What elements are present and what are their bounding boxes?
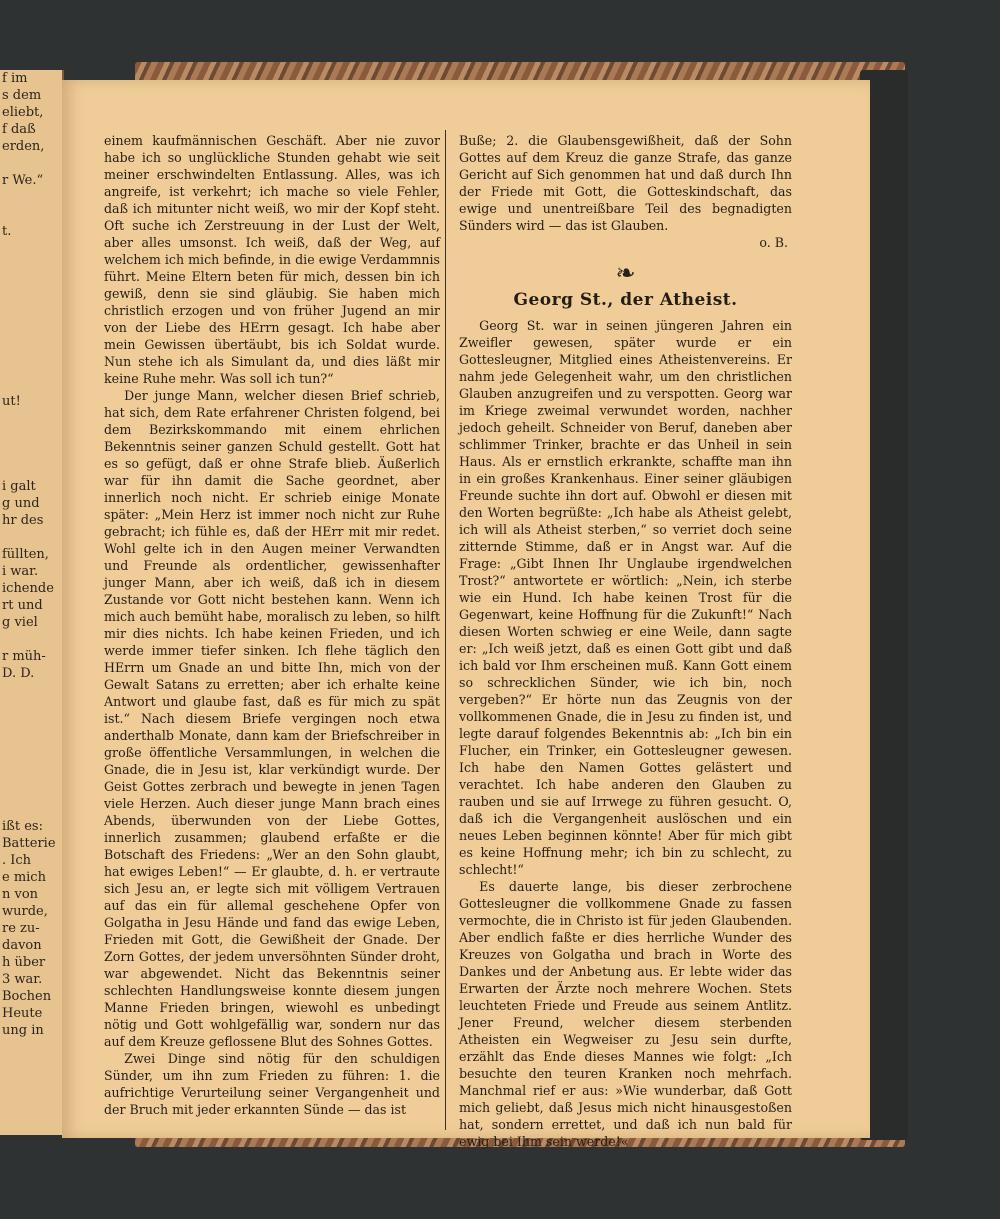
previous-page-line: erden, — [2, 139, 45, 154]
previous-page-line — [0, 308, 62, 325]
previous-page-line: ichende — [2, 581, 54, 596]
previous-page-line: h über — [2, 955, 46, 970]
article-paragraph-1: Georg St. war in seinen jüngeren Jahren ein Zweifler gewesen, später wurde er ein Gottesleugner, Mitglied eines Atheistenvereins. Er nahm jede Gelegenheit wahr, um den christlichen Glauben anzugreifen und zu verspotten. Georg war im Kriege zweimal verwundet worden, nachher jedoch geheilt. Schneider von Beruf, daneben aber schlimmer Trinker, brachte er das Unheil in sein Haus. Als er ernstlich erkrankte, schaffte man ihn in ein großes Krankenhaus. Einer seiner gläubigen Freunde suchte ihn dort auf. Obwohl er diesen mit den Worten begrüßte: „Ich habe als Atheist gelebt, ich will als Atheist sterben,“ so verriet doch seine zitternde Stimme, daß er in Angst war. Auf die Frage: „Gibt Ihnen Ihr Unglaube irgendwelchen Trost?“ antwortete er wörtlich: „Nein, ich sterbe wie ein Hund. Ich habe keinen Trost für die Gegenwart, keine Hoffnung für die Zukunft!“ Nach diesen Worten schwieg er eine Weile, dann sagte er: „Ich weiß jetzt, daß es einen Gott gibt und daß ich bald vor Ihm erscheinen muß. Kann Gott einem so schrecklichen Sünder, wie ich bin, noch vergeben?“ Er hörte nun das Zeugnis von der vollkommenen Gnade, die in Jesu zu finden ist, und legte darauf folgendes Bekenntnis ab: „Ich bin ein Flucher, ein Trinker, ein Gottesleugner gewesen. Ich habe den Namen Gottes gelästert und verachtet. Ich habe anderen den Glauben zu rauben und sie auf Irrwege zu führen gesucht. O, daß ich die Vergangenheit auslöschen und ein neues Leben beginnen könnte! Aber für mich gibt es keine Hoffnung mehr; ich bin zu schlecht, zu schlecht!“ — [459, 318, 792, 877]
previous-page-line — [0, 733, 62, 750]
previous-page-line — [0, 682, 62, 699]
previous-page-line: davon — [2, 938, 42, 953]
previous-page-line — [0, 427, 62, 444]
previous-page-line — [0, 325, 62, 342]
previous-page-line: e mich — [2, 870, 46, 885]
previous-page-line: re zu- — [2, 921, 40, 936]
previous-page-line — [0, 784, 62, 801]
previous-page-line: hr des — [2, 513, 44, 528]
previous-page-line — [0, 444, 62, 461]
previous-page-line: eliebt, — [2, 105, 44, 120]
ornament-icon: ❧ — [615, 259, 636, 287]
previous-page-line: . Ich — [2, 853, 32, 868]
signature: o. B. — [759, 235, 788, 250]
previous-page-line — [0, 206, 62, 223]
article-paragraph-2: Es dauerte lange, bis dieser zerbrochene Gottesleugner die vollkommene Gnade zu fassen vermochte, die in Christo ist für jeden Glaubenden. Aber endlich faßte er dies herrliche Wunder des Kreuzes von Golgatha und brach in Worte des Dankes und der Anbetung aus. Er lebte wider das Erwarten der Ärzte noch mehrere Wochen. Stets leuchteten Friede und Freude aus seinem Antlitz. Jener Freund, welcher diesem sterbenden Atheisten ein Wegweiser zu Jesu sein durfte, erzählt das Ende dieses Mannes wie folgt: „Ich besuchte den teuren Kranken noch mehrfach. Manchmal rief er aus: »Wie wunderbar, daß Gott mich geliebt, daß Jesus mich nicht hinausgestoßen hat, sondern errettet, und daß ich nun bald für ewig bei Ihm sein werde!« — [459, 879, 792, 1149]
previous-page-line — [0, 529, 62, 546]
previous-page-line: f daß — [2, 122, 36, 137]
book-page — [62, 80, 870, 1149]
right-column — [459, 132, 792, 1150]
previous-page-line: rt und — [2, 598, 43, 613]
left-paragraph-3: Zwei Dinge sind nötig für den schuldigen Sünder, um ihn zum Frieden zu führen: 1. die aufrichtige Verurteilung seiner Vergangenheit und der Bruch mit jeder erkannten Sünde — das ist — [104, 1051, 440, 1117]
previous-page-line: Bochen — [2, 989, 52, 1004]
previous-page-line — [0, 801, 62, 818]
previous-page-line — [0, 716, 62, 733]
previous-page-line: n von — [2, 887, 39, 902]
previous-page-line — [0, 359, 62, 376]
previous-page-line — [0, 750, 62, 767]
previous-page-strip — [0, 70, 64, 1135]
previous-page-line: t. — [2, 224, 12, 239]
right-intro-paragraph: Buße; 2. die Glaubensgewißheit, daß der Sohn Gottes auf dem Kreuz die ganze Strafe, das ganze Gericht auf Sich genommen hat und daß durch Ihn der Friede mit Gott, die Gotteskindschaft, das ewige und unentreißbare Teil des begnadigten Sünders wird — das ist Glauben. — [459, 133, 792, 233]
previous-page-line — [0, 699, 62, 716]
previous-page-line: Heute — [2, 1006, 43, 1021]
previous-page-line — [0, 189, 62, 206]
previous-page-line: r müh- — [2, 649, 46, 664]
previous-page-line: ung in — [2, 1023, 44, 1038]
left-paragraph-2: Der junge Mann, welcher diesen Brief schrieb, hat sich, dem Rate erfahrener Christen folgend, bei dem Bezirkskommando mit einem ehrlichen Bekenntnis seiner ganzen Schuld gestellt. Gott hat es so gefügt, daß er ohne Strafe blieb. Äußerlich war für ihn damit die Sache geordnet, aber innerlich noch nicht. Er schrieb einige Monate später: „Mein Herz ist immer noch nicht zur Ruhe gebracht; ich fühle es, daß der HErr mit mir redet. Wohl gelte ich in den Augen meiner Verwandten und Freunde als ordentlicher, gewissenhafter junger Mann, aber ich weiß, daß ich in diesem Zustande vor Gott nicht bestehen kann. Wenn ich mich auch bemüht habe, moralisch zu leben, so hilft mir dies nichts. Ich habe keinen Frieden, und ich werde immer tiefer sinken. Ich flehe täglich den HErrn um Gnade an und bitte Ihn, mich von der Gewalt Satans zu erretten; aber ich erhalte keine Antwort und glaube fast, daß es für mich zu spät ist.“ Nach diesem Briefe vergingen noch etwa anderthalb Monate, dann kam der Briefschreiber in große öffentliche Versammlungen, in welchen die Gnade, die in Jesu ist, klar verkündigt wurde. Der Geist Gottes zerbrach und bewegte in jenen Tagen viele Herzen. Auch dieser junge Mann brach eines Abends, überwunden von der Liebe Gottes, innerlich zusammen; glaubend erfaßte er die Botschaft des Friedens: „Wer an den Sohn glaubt, hat ewiges Leben!“ — Er glaubte, d. h. er vertraute sich Jesu an, er legte sich mit völligem Vertrauen auf das ein für allemal geschehene Opfer von Golgatha in Jesu Hände und fand das ewige Leben, Frieden mit Gott, die Gewißheit der Gnade. Der Zorn Gottes, der jedem unversöhnten Sünder droht, war abgewendet. Nicht das Bekenntnis seiner schlechten Handlungsweise konnte diesem jungen Manne Frieden bringen, wiewohl es unbedingt nötig und Gott wohlgefällig war, sondern nur das auf dem Kreuze geflossene Blut des Sohnes Gottes. — [104, 388, 440, 1049]
previous-page-line: D. D. — [2, 666, 35, 681]
left-column — [104, 132, 440, 1118]
previous-page-line — [0, 257, 62, 274]
previous-page-line: g viel — [2, 615, 38, 630]
previous-page-line: Batterie — [2, 836, 56, 851]
previous-page-line: wurde, — [2, 904, 48, 919]
previous-page-line — [0, 342, 62, 359]
previous-page-line: s dem — [2, 88, 42, 103]
previous-page-line: 3 war. — [2, 972, 43, 987]
previous-page-line — [0, 410, 62, 427]
previous-page-line: ut! — [2, 394, 21, 409]
previous-page-line — [0, 291, 62, 308]
previous-page-line: g und — [2, 496, 40, 511]
previous-page-line: i war. — [2, 564, 39, 579]
previous-page-line — [0, 376, 62, 393]
previous-page-line: füllten, — [2, 547, 49, 562]
left-paragraph-1: einem kaufmännischen Geschäft. Aber nie zuvor habe ich so unglückliche Stunden gehabt wie seit meiner erschwindelten Entlassung. Alles, was ich angreife, ist verkehrt; ich mache so viele Fehler, daß ich mitunter nicht weiß, wo mir der Kopf steht. Oft suche ich Zerstreuung in der Lust der Welt, aber alles umsonst. Ich weiß, daß der Weg, auf welchem ich mich befinde, in die ewige Verdammnis führt. Meine Eltern beten für mich, dessen bin ich gewiß, denn sie sind gläubig. Sie haben mich christlich erzogen und von früher Jugend an mir von der Liebe des HErrn gesagt. Ich habe aber mein Gewissen übertäubt, bis ich Soldat wurde. Nun stehe ich als Simulant da, und dies läßt mir keine Ruhe mehr. Was soll ich tun?“ — [104, 133, 440, 386]
previous-page-line: i galt — [2, 479, 36, 494]
previous-page-line — [0, 461, 62, 478]
previous-page-line — [0, 240, 62, 257]
previous-page-line: f im — [2, 71, 28, 86]
article-title: Georg St., der Atheist. — [513, 290, 738, 310]
previous-page-line: r We.“ — [2, 173, 44, 188]
previous-page-line: ißt es: — [2, 819, 43, 834]
previous-page-line — [0, 155, 62, 172]
previous-page-line — [0, 767, 62, 784]
previous-page-line — [0, 631, 62, 648]
previous-page-line — [0, 274, 62, 291]
column-divider — [445, 130, 446, 1130]
